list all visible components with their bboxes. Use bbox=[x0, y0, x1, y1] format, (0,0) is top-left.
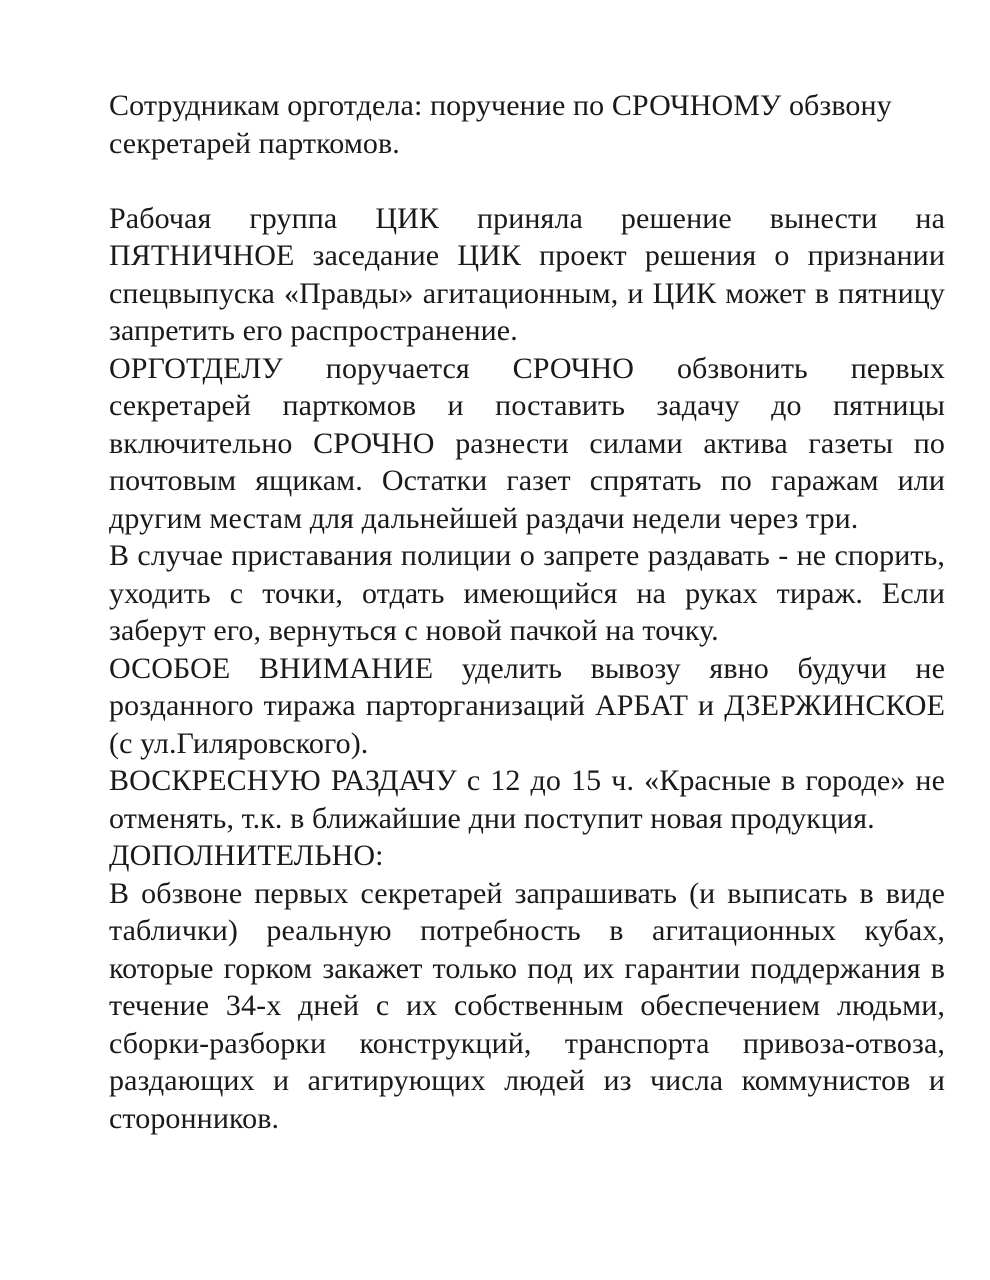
paragraph-additionally-label: ДОПОЛНИТЕЛЬНО: bbox=[109, 839, 384, 872]
paragraph-orgotdel-task: ОРГОТДЕЛУ поручается СРОЧНО обзвонить первых секретарей парткомов и поставить задачу до пятницы включительно СРОЧНО разнести силами актива газеты по почтовым ящикам. Остатки газет спрятать по гаражам или другим местам для дальнейшей раздачи недели через три. bbox=[109, 351, 945, 535]
paragraph-sunday-distribution: ВОСКРЕСНУЮ РАЗДАЧУ с 12 до 15 ч. «Красные в городе» не отменять, т.к. в ближайшие дни поступит новая продукция. bbox=[109, 764, 945, 835]
paragraph-cik-decision: Рабочая группа ЦИК приняла решение вынести на ПЯТНИЧНОЕ заседание ЦИК проект решения о признании спецвыпуска «Правды» агитационным, и ЦИК может в пятницу запретить его распространение. bbox=[109, 201, 945, 347]
paragraph-agitation-cubes: В обзвоне первых секретарей запрашивать (и выписать в виде таблички) реальную потребность в агитационных кубах, которые горком закажет только под их гарантии поддержания в течение 34-х дней с их собственным обеспечением людьми, сборки-разборки конструкций, транспорта привоза-отвоза, раздающих и агитирующих людей из числа коммунистов и сторонников. bbox=[109, 876, 945, 1135]
paragraph-special-attention: ОСОБОЕ ВНИМАНИЕ уделить вывозу явно будучи не розданного тиража парторганизаций АРБАТ и ДЗЕРЖИНСКОЕ (с ул.Гиляровского). bbox=[109, 651, 945, 760]
document-body bbox=[109, 87, 945, 1137]
paragraph-police-instructions: В случае приставания полиции о запрете раздавать - не спорить, уходить с точки, отдать имеющийся на руках тираж. Если заберут его, вернуться с новой пачкой на точку. bbox=[109, 539, 945, 647]
document-heading: Сотрудникам орготдела: поручение по СРОЧНОМУ обзвону секретарей парткомов. bbox=[109, 89, 892, 160]
